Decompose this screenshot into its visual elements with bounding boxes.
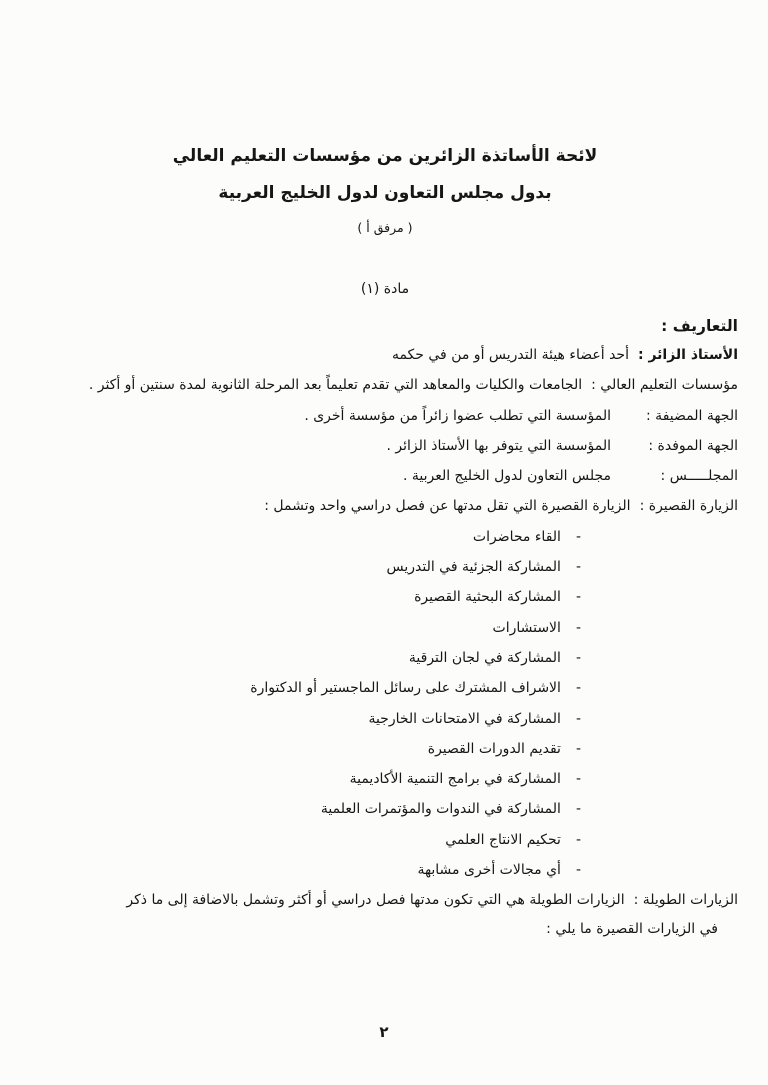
bullet-item (32, 739, 581, 759)
definition-text: مجلس التعاون لدول الخليج العربية . (402, 468, 611, 485)
bullet-text: المشاركة في الندوات والمؤتمرات العلمية (320, 801, 561, 818)
bullet-item (32, 618, 581, 638)
document-title-line2: بدول مجلس التعاون لدول الخليج العربية (218, 183, 552, 203)
dash-bullet: - (575, 680, 581, 697)
definition-text: الجامعات والكليات والمعاهد التي تقدم تعليماً بعد المرحلة الثانوية لمدة سنتين أو أكثر . (88, 377, 583, 394)
bullet-text: القاء محاضرات (472, 528, 561, 545)
dash-bullet: - (575, 589, 581, 606)
definition-term: الزيارة القصيرة : (639, 498, 738, 515)
definition-term: الجهة الموفدة : (648, 437, 738, 454)
definitions-heading: التعاريف : (661, 317, 738, 335)
dash-bullet: - (575, 528, 581, 545)
bullet-text: تحكيم الانتاج العلمي (445, 831, 561, 848)
bullet-text: الاشراف المشترك على رسائل الماجستير أو الدكتوارة (250, 680, 561, 697)
bullet-item (32, 587, 581, 607)
bullet-text: المشاركة في برامج التنمية الأكاديمية (349, 771, 561, 788)
bullet-text: المشاركة في لجان الترقية (408, 649, 561, 666)
bullet-text: المشاركة في الامتحانات الخارجية (368, 710, 561, 727)
long-visits-definition (32, 890, 738, 939)
definition-term: الجهة المضيفة : (646, 407, 738, 424)
bullet-text: الاستشارات (492, 619, 561, 636)
bullet-item (32, 527, 581, 547)
bullet-item (32, 830, 581, 850)
bullet-item (32, 678, 581, 698)
definition-row (32, 375, 738, 395)
bullet-item (32, 799, 581, 819)
definitions-list (32, 345, 738, 517)
definition-row (32, 466, 738, 486)
bullet-text: المشاركة البحثية القصيرة (414, 589, 561, 606)
definition-term: مؤسسات التعليم العالي : (591, 377, 738, 394)
definition-term: المجلـــــس : (660, 468, 738, 485)
article-heading: مادة (١) (360, 281, 410, 297)
dash-bullet: - (575, 619, 581, 636)
definition-row (32, 496, 738, 516)
bullet-list (32, 527, 738, 881)
dash-bullet: - (575, 740, 581, 757)
bullet-item (32, 860, 581, 880)
bullet-item (32, 557, 581, 577)
dash-bullet: - (575, 649, 581, 666)
definition-term: الزيارات الطويلة : (633, 892, 738, 909)
definition-text: المؤسسة التي يتوفر بها الأستاذ الزائر . (386, 437, 611, 454)
bullet-text: المشاركة الجزئية في التدريس (386, 559, 561, 576)
dash-bullet: - (575, 831, 581, 848)
bullet-text: تقديم الدورات القصيرة (427, 740, 561, 757)
definition-text: الزيارة القصيرة التي تقل مدتها عن فصل دراسي واحد وتشمل : (264, 498, 631, 515)
attachment-note: ( مرفق أ ) (357, 220, 413, 235)
bullet-item (32, 769, 581, 789)
definition-term: الأستاذ الزائر : (637, 347, 738, 363)
dash-bullet: - (575, 559, 581, 576)
page-number: ٢ (379, 1023, 389, 1041)
bullet-item (32, 709, 581, 729)
document-title-line1: لائحة الأساتذة الزائرين من مؤسسات التعليم العالي (172, 146, 598, 166)
dash-bullet: - (575, 710, 581, 727)
definition-text-continued: في الزيارات القصيرة ما يلي : (546, 920, 718, 937)
dash-bullet: - (575, 771, 581, 788)
bullet-item (32, 648, 581, 668)
dash-bullet: - (575, 801, 581, 818)
definition-row (32, 345, 738, 365)
definition-text: الزيارات الطويلة هي التي تكون مدتها فصل دراسي أو أكثر وتشمل بالاضافة إلى ما ذكر (126, 892, 625, 909)
definition-row (32, 406, 738, 426)
definition-row (32, 890, 738, 910)
dash-bullet: - (575, 862, 581, 879)
definition-text: المؤسسة التي تطلب عضوا زائراً من مؤسسة أخرى . (304, 407, 611, 424)
definition-row (32, 436, 738, 456)
title-block (32, 146, 738, 235)
definition-text: أحد أعضاء هيئة التدريس أو من في حكمه (391, 347, 629, 363)
bullet-text: أي مجالات أخرى مشابهة (417, 862, 561, 879)
